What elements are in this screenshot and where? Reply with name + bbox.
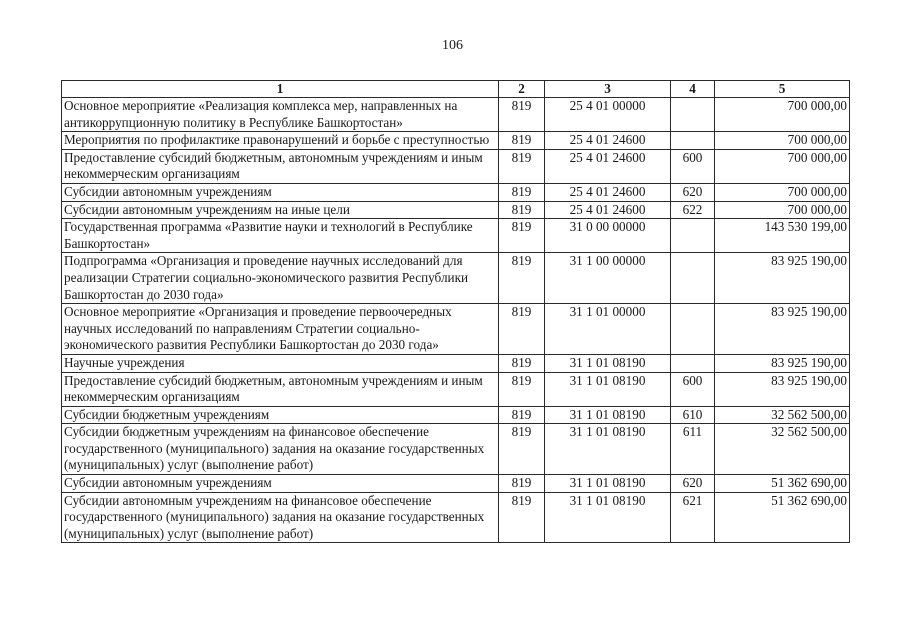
row-csr: 25 4 01 24600: [545, 201, 671, 219]
column-header-4: 4: [671, 81, 715, 98]
row-amount: 700 000,00: [715, 201, 850, 219]
row-name: Мероприятия по профилактике правонарушений и борьбе с преступностью: [62, 132, 499, 150]
row-vr: 621: [671, 492, 715, 543]
row-name: Субсидии автономным учреждениям: [62, 183, 499, 201]
row-name: Субсидии автономным учреждениям на финансовое обеспечение государственного (муниципального) задания на оказание государственных (муниципальных) услуг (выполнение работ): [62, 492, 499, 543]
row-amount: 700 000,00: [715, 98, 850, 132]
table-row: [62, 98, 850, 132]
column-header-3: 3: [545, 81, 671, 98]
row-csr: 31 0 00 00000: [545, 219, 671, 253]
table-row: [62, 149, 850, 183]
row-name: Основное мероприятие «Реализация комплекса мер, направленных на антикоррупционную политику в Республике Башкортостан»: [62, 98, 499, 132]
row-vr: [671, 98, 715, 132]
row-csr: 25 4 01 24600: [545, 149, 671, 183]
row-code: 819: [499, 492, 545, 543]
row-code: 819: [499, 183, 545, 201]
row-csr: 31 1 01 08190: [545, 492, 671, 543]
row-csr: 31 1 01 08190: [545, 372, 671, 406]
table-row: [62, 475, 850, 493]
table-row: [62, 253, 850, 304]
row-code: 819: [499, 475, 545, 493]
column-header-2: 2: [499, 81, 545, 98]
row-csr: 31 1 01 08190: [545, 475, 671, 493]
table-row: [62, 219, 850, 253]
row-csr: 31 1 01 08190: [545, 406, 671, 424]
row-vr: [671, 304, 715, 355]
row-vr: 622: [671, 201, 715, 219]
row-code: 819: [499, 149, 545, 183]
row-vr: 600: [671, 372, 715, 406]
row-name: Субсидии автономным учреждениям на иные цели: [62, 201, 499, 219]
row-name: Научные учреждения: [62, 354, 499, 372]
row-amount: 700 000,00: [715, 132, 850, 150]
row-name: Предоставление субсидий бюджетным, автономным учреждениям и иным некоммерческим организациям: [62, 149, 499, 183]
row-code: 819: [499, 219, 545, 253]
row-name: Основное мероприятие «Организация и проведение первоочередных научных исследований по направлениям Стратегии социально-экономического развития Республики Башкортостан до 2030 года»: [62, 304, 499, 355]
row-amount: 83 925 190,00: [715, 354, 850, 372]
row-amount: 700 000,00: [715, 183, 850, 201]
row-code: 819: [499, 304, 545, 355]
row-csr: 25 4 01 24600: [545, 132, 671, 150]
row-csr: 25 4 01 00000: [545, 98, 671, 132]
row-code: 819: [499, 201, 545, 219]
row-vr: [671, 132, 715, 150]
table-row: [62, 304, 850, 355]
table-row: [62, 132, 850, 150]
row-name: Предоставление субсидий бюджетным, автономным учреждениям и иным некоммерческим организациям: [62, 372, 499, 406]
row-vr: [671, 354, 715, 372]
row-code: 819: [499, 406, 545, 424]
row-amount: 32 562 500,00: [715, 424, 850, 475]
row-name: Государственная программа «Развитие науки и технологий в Республике Башкортостан»: [62, 219, 499, 253]
row-csr: 31 1 00 00000: [545, 253, 671, 304]
header-row: [62, 81, 850, 98]
row-vr: 611: [671, 424, 715, 475]
row-amount: 83 925 190,00: [715, 372, 850, 406]
table-row: [62, 492, 850, 543]
row-name: Подпрограмма «Организация и проведение научных исследований для реализации Стратегии социально-экономического развития Республики Башкортостан до 2030 года»: [62, 253, 499, 304]
row-code: 819: [499, 253, 545, 304]
row-csr: 31 1 01 08190: [545, 424, 671, 475]
table-row: [62, 372, 850, 406]
row-amount: 700 000,00: [715, 149, 850, 183]
row-code: 819: [499, 372, 545, 406]
row-csr: 31 1 01 00000: [545, 304, 671, 355]
row-name: Субсидии бюджетным учреждениям на финансовое обеспечение государственного (муниципального) задания на оказание государственных (муниципальных) услуг (выполнение работ): [62, 424, 499, 475]
row-vr: [671, 219, 715, 253]
row-vr: [671, 253, 715, 304]
row-vr: 620: [671, 475, 715, 493]
row-code: 819: [499, 132, 545, 150]
page-number: 106: [442, 38, 463, 53]
row-name: Субсидии бюджетным учреждениям: [62, 406, 499, 424]
row-amount: 51 362 690,00: [715, 492, 850, 543]
row-csr: 31 1 01 08190: [545, 354, 671, 372]
row-amount: 83 925 190,00: [715, 304, 850, 355]
table-row: [62, 183, 850, 201]
row-code: 819: [499, 98, 545, 132]
row-vr: 610: [671, 406, 715, 424]
table-row: [62, 354, 850, 372]
row-amount: 51 362 690,00: [715, 475, 850, 493]
row-code: 819: [499, 354, 545, 372]
table-row: [62, 424, 850, 475]
row-name: Субсидии автономным учреждениям: [62, 475, 499, 493]
column-header-1: 1: [62, 81, 499, 98]
row-amount: 143 530 199,00: [715, 219, 850, 253]
table-row: [62, 201, 850, 219]
table-row: [62, 406, 850, 424]
row-amount: 32 562 500,00: [715, 406, 850, 424]
row-csr: 25 4 01 24600: [545, 183, 671, 201]
column-header-5: 5: [715, 81, 850, 98]
row-amount: 83 925 190,00: [715, 253, 850, 304]
row-vr: 620: [671, 183, 715, 201]
budget-table: [61, 80, 850, 543]
row-vr: 600: [671, 149, 715, 183]
row-code: 819: [499, 424, 545, 475]
